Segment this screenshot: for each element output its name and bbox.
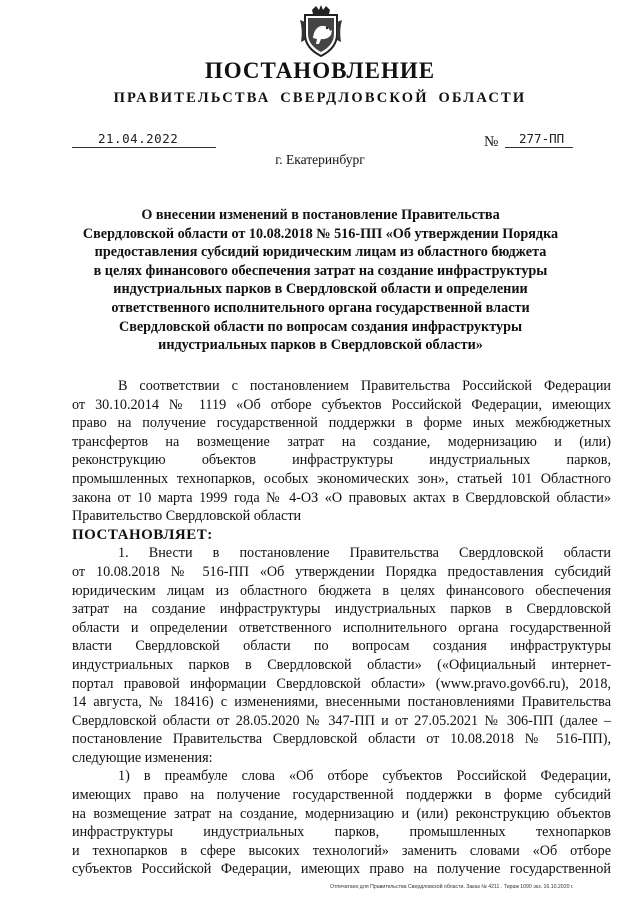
document-title: ПОСТАНОВЛЕНИЕ bbox=[204, 58, 436, 83]
heading-line: ответственного исполнительного органа государственной власти bbox=[111, 299, 530, 316]
body-line: инфраструктуры индустриальных парков, промышленных технопарков bbox=[72, 824, 611, 841]
document-body bbox=[72, 377, 611, 879]
body-line: от 30.10.2014 № 1119 «Об отборе субъектов Российской Федерации, имеющих bbox=[72, 396, 611, 413]
body-line: и технопарков в сфере высоких технологий» заменить словами «Об отборе bbox=[72, 842, 611, 859]
body-line: промышленных технопарков, особых экономических зон», статьей 101 Областного bbox=[72, 470, 611, 487]
body-line: Правительство Свердловской области bbox=[72, 508, 302, 525]
heading-line: О внесении изменений в постановление Правительства bbox=[141, 207, 500, 223]
body-line: трансфертов на возмещение затрат на создание, модернизацию и (или) bbox=[72, 433, 611, 450]
body-line: 14 августа, № 18416) с изменениями, внесенными постановлениями Правительства bbox=[72, 694, 611, 711]
heading-line: индустриальных парков в Свердловской области и определении bbox=[113, 281, 528, 298]
number-underline bbox=[505, 147, 573, 148]
document-number: 277-ПП bbox=[519, 131, 565, 146]
body-line: юридическим лицам из областного бюджета в целях финансового обеспечения bbox=[72, 582, 611, 599]
body-line: следующие изменения: bbox=[72, 749, 213, 766]
heading-line: в целях финансового обеспечения затрат на создание инфраструктуры bbox=[93, 262, 548, 279]
body-line: субъектов Российской Федерации, имеющих право на получение государственной bbox=[72, 861, 611, 878]
body-line: реконструкцию объектов инфраструктуры индустриальных парков, bbox=[72, 452, 611, 469]
heading-line: индустриальных парков в Свердловской области» bbox=[158, 337, 483, 354]
body-line: от 10.08.2018 № 516-ПП «Об утверждении Порядка предоставления субсидий bbox=[72, 563, 611, 580]
heading-line: предоставления субсидий юридическим лицам из областного бюджета bbox=[94, 244, 547, 261]
resolves-keyword: ПОСТАНОВЛЯЕТ: bbox=[72, 526, 213, 543]
body-line: области и определении ответственного исполнительного органа государственной bbox=[72, 619, 611, 636]
body-line: индустриальных парков в Свердловской области» («Официальный интернет- bbox=[72, 656, 611, 673]
body-line: власти Свердловской области по вопросам создания инфраструктуры bbox=[72, 638, 611, 655]
date-underline bbox=[72, 147, 216, 148]
body-line: имеющих право на получение государственной поддержки в форме субсидий bbox=[72, 787, 611, 804]
body-line: затрат на создание инфраструктуры индустриальных парков в Свердловской bbox=[72, 601, 611, 618]
coat-of-arms-icon bbox=[299, 4, 343, 58]
body-line: на возмещение затрат на создание, модернизацию и (или) реконструкцию объектов bbox=[72, 805, 611, 822]
body-line: В соответствии с постановлением Правительства Российской Федерации bbox=[118, 378, 611, 394]
body-line: Свердловской области от 28.05.2020 № 347-ПП и от 27.05.2021 № 306-ПП (далее – bbox=[72, 712, 611, 729]
heading-line: Свердловской области от 10.08.2018 № 516-ПП «Об утверждении Порядка bbox=[82, 225, 559, 242]
document-subtitle: ПРАВИТЕЛЬСТВА СВЕРДЛОВСКОЙ ОБЛАСТИ bbox=[113, 90, 527, 106]
body-line: 1. Внести в постановление Правительства Свердловской области bbox=[118, 545, 611, 562]
document-date: 21.04.2022 bbox=[98, 131, 179, 146]
body-line: портал правовой информации Свердловской области» (www.pravo.gov66.ru), 2018, bbox=[72, 675, 611, 692]
document-heading bbox=[72, 206, 569, 355]
print-footer: Отпечатано для Правительства Свердловской области. Заказ № 4211 . Тираж 1090 экз. 16.10.2020 г. bbox=[330, 884, 574, 890]
body-line: закона от 10 марта 1999 года № 4-ОЗ «О правовых актах в Свердловской области» bbox=[72, 489, 611, 506]
body-line: право на получение государственной поддержки в форме иных межбюджетных bbox=[72, 415, 611, 432]
heading-line: Свердловской области по вопросам создания инфраструктуры bbox=[118, 318, 523, 335]
body-line: постановление Правительства Свердловской области от 10.08.2018 № 516-ПП), bbox=[72, 731, 611, 748]
body-line: 1) в преамбуле слова «Об отборе субъектов Российской Федерации, bbox=[118, 768, 611, 785]
number-sign: № bbox=[484, 134, 499, 150]
document-city: г. Екатеринбург bbox=[275, 152, 365, 167]
